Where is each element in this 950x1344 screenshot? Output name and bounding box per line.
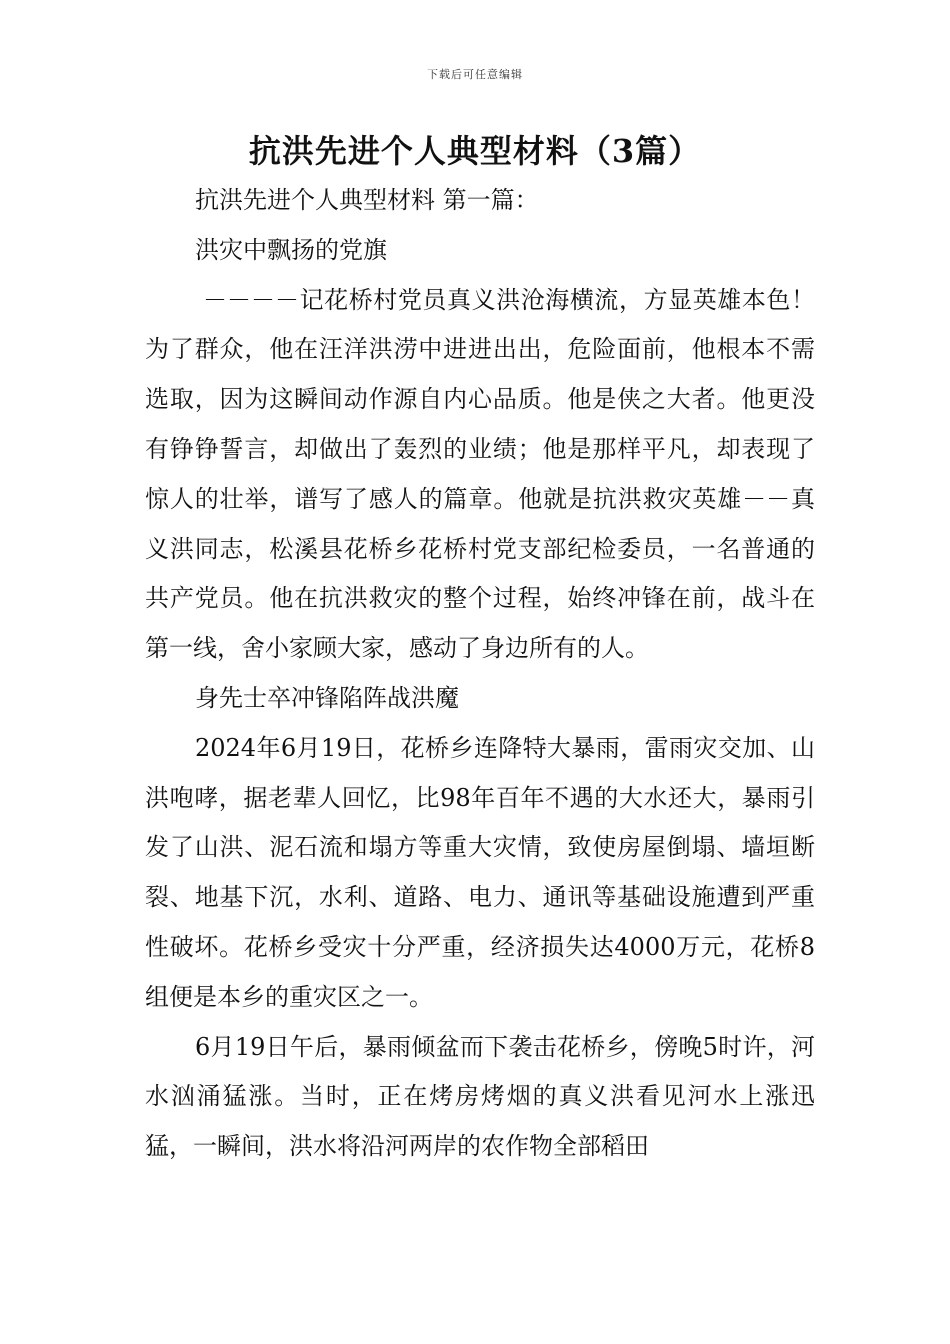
subheading: 身先士卒冲锋陷阵战洪魔 [195,683,459,712]
paragraph: 2024年6月19日，花桥乡连降特大暴雨，雷雨灾交加、山洪咆哮，据老辈人回忆，比98年百年不遇的大水还大，暴雨引发了山洪、泥石流和塌方等重大灾情，致使房屋倒塌、墙垣断裂、地基下沉，水利、道路、电力、通讯等基础设施遭到严重性破坏。花桥乡受灾十分严重，经济损失达4000万元，花桥8组便是本乡的重灾区之一。 [145,733,815,1011]
document-body [145,176,815,1172]
paragraph: 6月19日午后，暴雨倾盆而下袭击花桥乡，傍晚5时许，河水汹涌猛涨。当时，正在烤房烤烟的真义洪看见河水上涨迅猛，一瞬间，洪水将沿河两岸的农作物全部稻田 [145,1032,815,1161]
document-title: 抗洪先进个人典型材料（3篇） [248,132,702,170]
section-heading: 抗洪先进个人典型材料 第一篇： [195,186,539,214]
paragraph: －－－－记花桥村党员真义洪沧海横流，方显英雄本色！为了群众，他在汪洋洪涝中进进出出，危险面前，他根本不需选取，因为这瞬间动作源自内心品质。他是侠之大者。他更没有铮铮誓言，却做出了轰烈的业绩；他是那样平凡，却表现了惊人的壮举，谱写了感人的篇章。他就是抗洪救灾英雄－－真义洪同志，松溪县花桥乡花桥村党支部纪检委员，一名普通的共产党员。他在抗洪救灾的整个过程，始终冲锋在前，战斗在第一线，舍小家顾大家，感动了身边所有的人。 [145,285,815,663]
header-note: 下载后可任意编辑 [427,68,523,81]
subtitle: 洪灾中飘扬的党旗 [195,235,387,264]
